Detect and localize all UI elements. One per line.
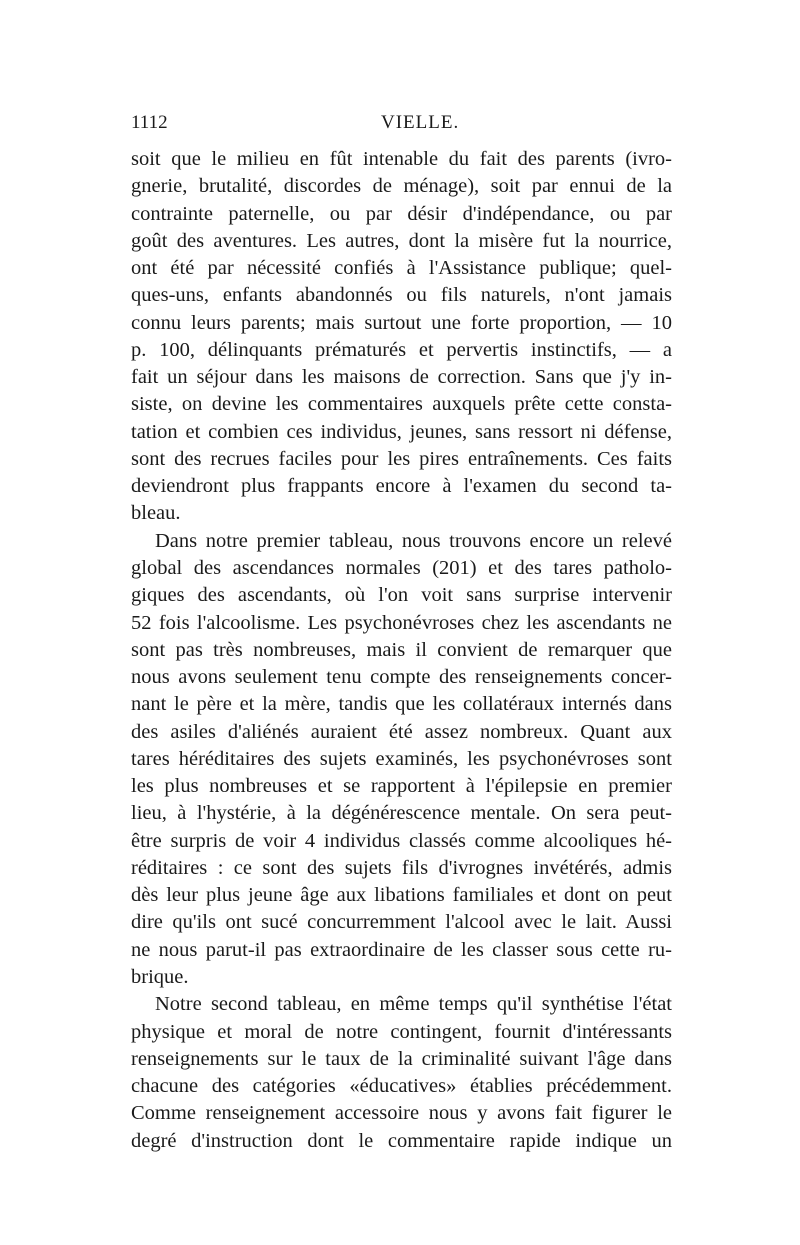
text-line: connu leurs parents; mais surtout une forte proportion, — 10 [131, 311, 672, 334]
paragraph-2 [131, 528, 672, 992]
text-line: Notre second tableau, en même temps qu'il synthétise l'état [155, 993, 672, 1016]
page-number: 1112 [131, 112, 168, 133]
text-line: sont des recrues faciles pour les pires entraînements. Ces faits [131, 447, 672, 470]
text-line: renseignements sur le taux de la criminalité suivant l'âge dans [131, 1047, 672, 1070]
text-line: siste, on devine les commentaires auxquels prête cette consta- [131, 393, 672, 416]
text-line: goût des aventures. Les autres, dont la misère fut la nourrice, [131, 229, 672, 252]
text-line: les plus nombreuses et se rapportent à l'épilepsie en premier [131, 775, 672, 798]
paragraph-3 [131, 991, 672, 1155]
text-line: contrainte paternelle, ou par désir d'indépendance, ou par [131, 202, 672, 225]
text-line: sont pas très nombreuses, mais il convient de remarquer que [131, 638, 672, 661]
text-line: deviendront plus frappants encore à l'examen du second ta- [131, 475, 672, 498]
text-line: p. 100, délinquants prématurés et pervertis instinctifs, — a [131, 338, 672, 361]
text-line: physique et moral de notre contingent, fournit d'intéressants [131, 1020, 672, 1043]
text-line: dire qu'ils ont sucé concurremment l'alcool avec le lait. Aussi [131, 911, 672, 934]
text-line: 52 fois l'alcoolisme. Les psychonévroses chez les ascendants ne [131, 611, 672, 634]
text-line: Dans notre premier tableau, nous trouvons encore un relevé [155, 529, 672, 552]
text-line: dès leur plus jeune âge aux libations familiales et dont on peut [131, 884, 672, 907]
running-title: VIELLE. [381, 112, 460, 133]
text-line: fait un séjour dans les maisons de correction. Sans que j'y in- [131, 366, 672, 389]
text-line: des asiles d'aliénés auraient été assez nombreux. Quant aux [131, 720, 672, 743]
page-header [131, 110, 672, 140]
text-line: nous avons seulement tenu compte des renseignements concer- [131, 666, 672, 689]
text-line: lieu, à l'hystérie, à la dégénérescence mentale. On sera peut- [131, 802, 672, 825]
text-line: gnerie, brutalité, discordes de ménage), soit par ennui de la [131, 175, 672, 198]
text-line: ont été par nécessité confiés à l'Assistance publique; quel- [131, 257, 672, 280]
text-line: brique. [131, 965, 189, 988]
text-line: giques des ascendants, où l'on voit sans surprise intervenir [131, 584, 672, 607]
text-line: ques-uns, enfants abandonnés ou fils naturels, n'ont jamais [131, 284, 672, 307]
text-line: tation et combien ces individus, jeunes, sans ressort ni défense, [131, 420, 672, 443]
body-text [131, 146, 672, 1155]
text-line: degré d'instruction dont le commentaire rapide indique un [131, 1129, 672, 1152]
text-line: être surpris de voir 4 individus classés comme alcooliques hé- [131, 829, 672, 852]
paragraph-1 [131, 146, 672, 528]
text-line: bleau. [131, 502, 181, 525]
text-line: nant le père et la mère, tandis que les collatéraux internés dans [131, 693, 672, 716]
text-line: Comme renseignement accessoire nous y avons fait figurer le [131, 1102, 672, 1125]
text-line: réditaires : ce sont des sujets fils d'ivrognes invétérés, admis [131, 856, 672, 879]
text-line: chacune des catégories «éducatives» établies précédemment. [131, 1075, 672, 1098]
text-line: tares héréditaires des sujets examinés, les psychonévroses sont [131, 747, 672, 770]
text-line: soit que le milieu en fût intenable du fait des parents (ivro- [131, 148, 672, 170]
text-line: ne nous parut-il pas extraordinaire de les classer sous cette ru- [131, 938, 672, 961]
text-line: global des ascendances normales (201) et des tares patholo- [131, 556, 672, 579]
